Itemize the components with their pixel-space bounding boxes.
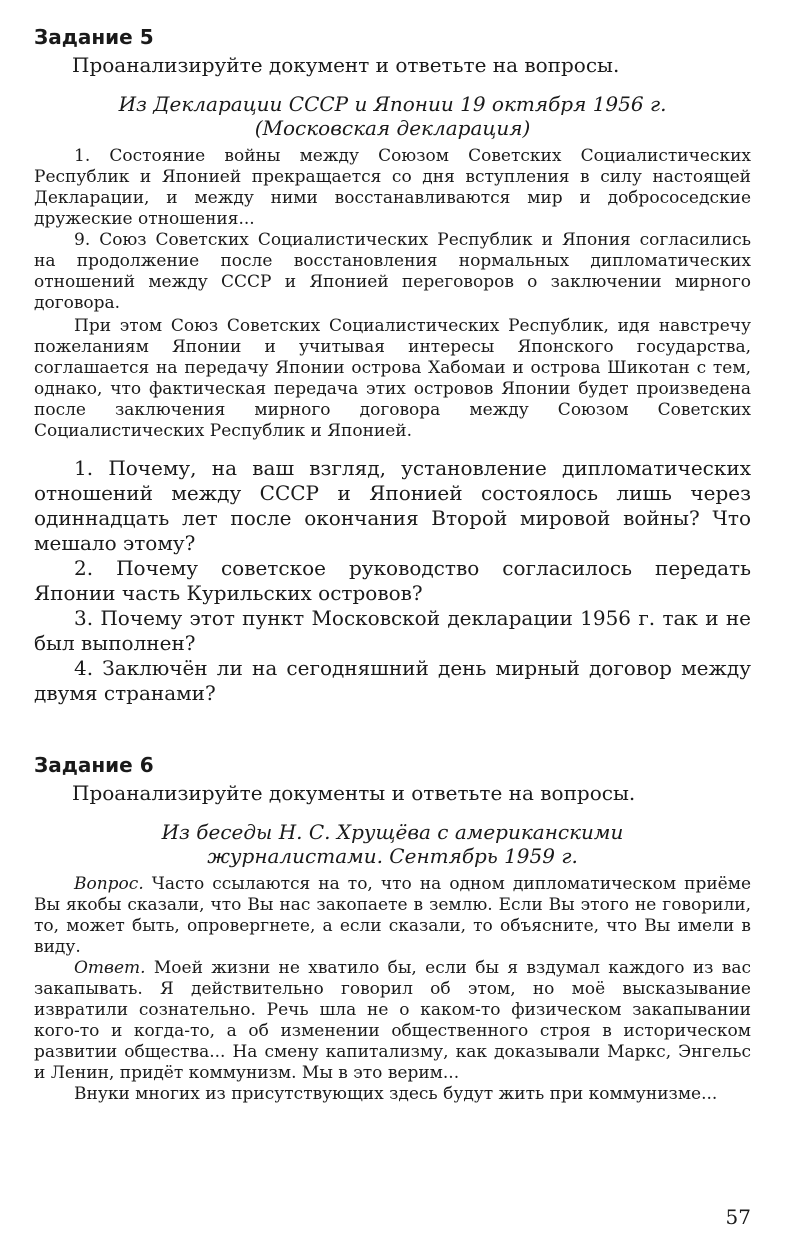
task-5-document-title-line-1: Из Декларации СССР и Японии 19 октября 1956 г. — [118, 92, 667, 116]
task-6 — [34, 752, 751, 1105]
interview-question — [34, 874, 751, 958]
task-5-document-title-line-2: (Московская декларация) — [254, 116, 531, 140]
task-6-document-title-line-2: журналистами. Сентябрь 1959 г. — [207, 844, 578, 868]
document-paragraph: 1. Состояние войны между Союзом Советских Социалистических Республик и Японией прекращается со дня вступления в силу настоящей Декларации, и между ними восстанавливаются мир и добрососедские дружеские отношения... — [34, 146, 751, 229]
question-item: 2. Почему советское руководство согласилось передать Японии часть Курильских островов? — [34, 556, 751, 605]
task-6-instruction: Проанализируйте документы и ответьте на вопросы. — [72, 781, 636, 805]
document-paragraph: При этом Союз Советских Социалистических Республик, идя навстречу пожеланиям Японии и учитывая интересы Японского государства, соглашается на передачу Японии острова Хабомаи и острова Шикотан с тем, однако, что фактическая передача этих островов Японии будет произведена после заключения мирного договора между Союзом Советских Социалистических Республик и Японией. — [34, 316, 751, 441]
task-6-document-title-line-1: Из беседы Н. С. Хрущёва с американскими — [161, 820, 624, 844]
task-6-title: Задание 6 — [34, 753, 154, 777]
task-5-instruction: Проанализируйте документ и ответьте на вопросы. — [72, 53, 620, 77]
answer-lead: Ответ. — [74, 958, 146, 978]
question-item: 4. Заключён ли на сегодняшний день мирный договор между двумя странами? — [34, 656, 751, 705]
task-5-document-text — [34, 146, 751, 442]
task-5 — [34, 24, 751, 706]
page-number: 57 — [725, 1205, 751, 1229]
task-6-document-title — [34, 820, 751, 868]
question-text: Часто ссылаются на то, что на одном дипломатическом приёме Вы якобы сказали, что Вы нас закопаете в землю. Если Вы этого не говорили, то, может быть, опровергнете, а если сказали, то объясните, что Вы имели в виду. — [34, 874, 751, 957]
task-6-document-text — [34, 874, 751, 1105]
document-paragraph: Внуки многих из присутствующих здесь будут жить при коммунизме... — [74, 1084, 718, 1104]
interview-answer — [34, 958, 751, 1084]
question-item: 3. Почему этот пункт Московской декларации 1956 г. так и не был выполнен? — [34, 606, 751, 655]
task-5-document-title — [34, 92, 751, 140]
answer-text: Моей жизни не хватило бы, если бы я вздумал каждого из вас закапывать. Я действительно говорил об этом, но моё высказывание извратили сознательно. Речь шла не о каком-то физическом закапывании кого-то и когда-то, а об изменении общественного строя в историческом развитии общества... На смену капитализму, как доказывали Маркс, Энгельс и Ленин, придёт коммунизм. Мы в это верим... — [34, 958, 751, 1083]
task-5-questions — [34, 456, 751, 706]
question-lead: Вопрос. — [74, 874, 144, 894]
question-item: 1. Почему, на ваш взгляд, установление дипломатических отношений между СССР и Японией состоялось лишь через одиннадцать лет после окончания Второй мировой войны? Что мешало этому? — [34, 456, 751, 555]
document-paragraph: 9. Союз Советских Социалистических Республик и Япония согласились на продолжение после восстановления нормальных дипломатических отношений между СССР и Японией переговоров о заключении мирного договора. — [34, 230, 751, 313]
task-5-title: Задание 5 — [34, 25, 154, 49]
